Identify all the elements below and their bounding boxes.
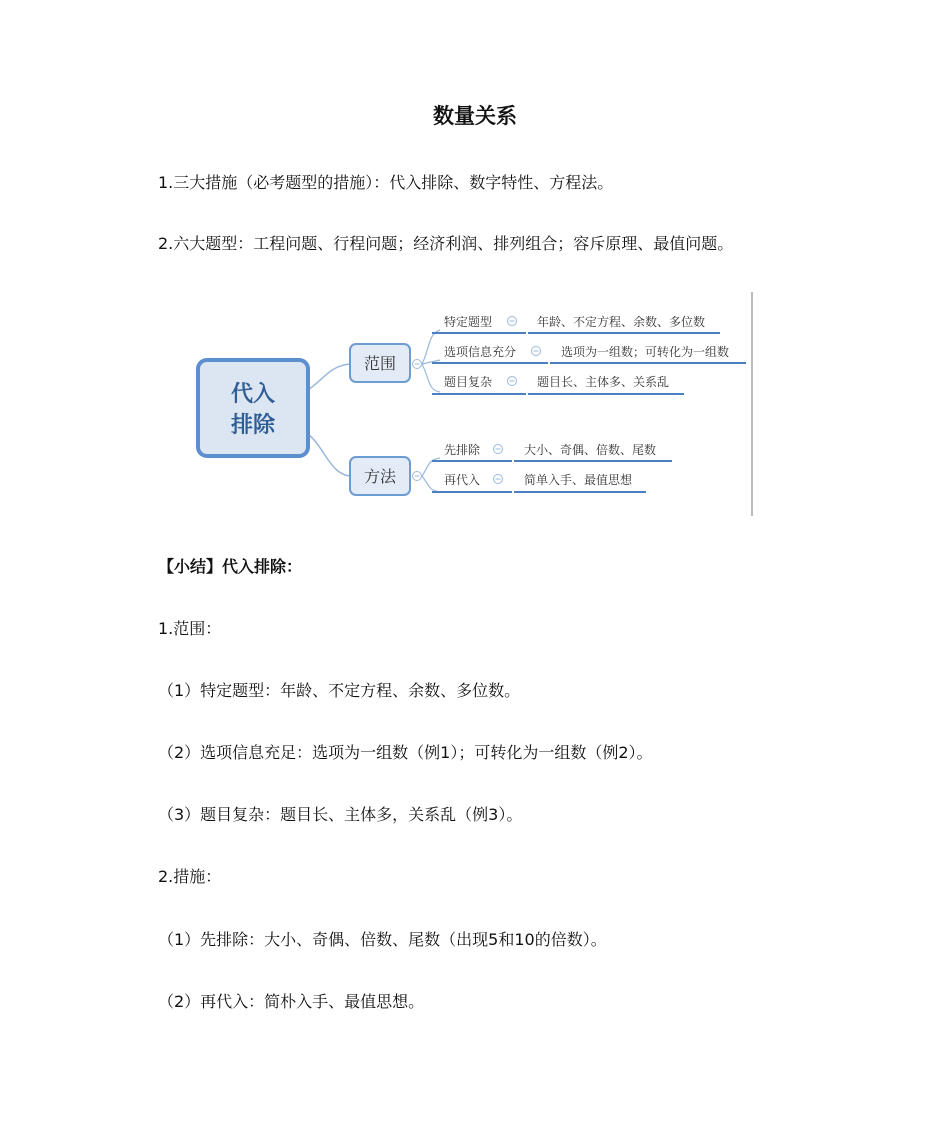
leaf-specific-types	[432, 314, 720, 333]
connector-root-range	[308, 364, 350, 390]
summary-line: （3）题目复杂：题目长、主体多，关系乱（例3）。	[158, 805, 523, 824]
leaf-sufficient-options	[432, 344, 746, 363]
leaf-detail: 大小、奇偶、倍数、尾数	[524, 443, 657, 457]
connector-root-method	[308, 434, 350, 476]
leaf-label: 特定题型	[444, 315, 493, 329]
leaf-detail: 简单入手、最值思想	[524, 473, 633, 487]
leaf-label: 先排除	[444, 443, 481, 457]
leaf-label: 选项信息充分	[444, 345, 517, 359]
summary-line: （2）选项信息充足：选项为一组数（例1）；可转化为一组数（例2）。	[158, 743, 653, 762]
root-node	[198, 360, 308, 456]
root-label-line2: 排除	[230, 413, 276, 438]
leaf-detail: 题目长、主体多、关系乱	[537, 375, 670, 389]
summary-line: （2）再代入：简朴入手、最值思想。	[158, 992, 425, 1011]
summary-line: 2.措施：	[158, 867, 222, 886]
branch-label-range: 范围	[363, 354, 397, 373]
root-label-line1: 代入	[230, 382, 276, 407]
leaf-complex-questions	[432, 374, 684, 394]
document-title: 数量关系	[433, 104, 517, 128]
summary-line: （1）先排除：大小、奇偶、倍数、尾数（出现5和10的倍数）。	[158, 930, 607, 949]
leaf-detail: 选项为一组数；可转化为一组数	[561, 345, 730, 359]
summary-heading: 【小结】代入排除：	[158, 557, 303, 576]
intro-line-question-types: 2.六大题型：工程问题、行程问题；经济利润、排列组合；容斥原理、最值问题。	[158, 234, 734, 253]
intro-line-measures: 1.三大措施（必考题型的措施）：代入排除、数字特性、方程法。	[158, 173, 614, 192]
leaf-label: 题目复杂	[444, 375, 493, 389]
leaf-substitute-next	[432, 472, 646, 492]
branch-label-method: 方法	[363, 467, 397, 486]
leaf-exclude-first	[432, 442, 672, 461]
summary-line: 1.范围：	[158, 619, 222, 638]
summary-line: （1）特定题型：年龄、不定方程、余数、多位数。	[158, 681, 521, 700]
leaf-label: 再代入	[444, 473, 481, 487]
leaf-detail: 年龄、不定方程、余数、多位数	[537, 315, 706, 329]
mind-map-diagram	[190, 288, 756, 520]
